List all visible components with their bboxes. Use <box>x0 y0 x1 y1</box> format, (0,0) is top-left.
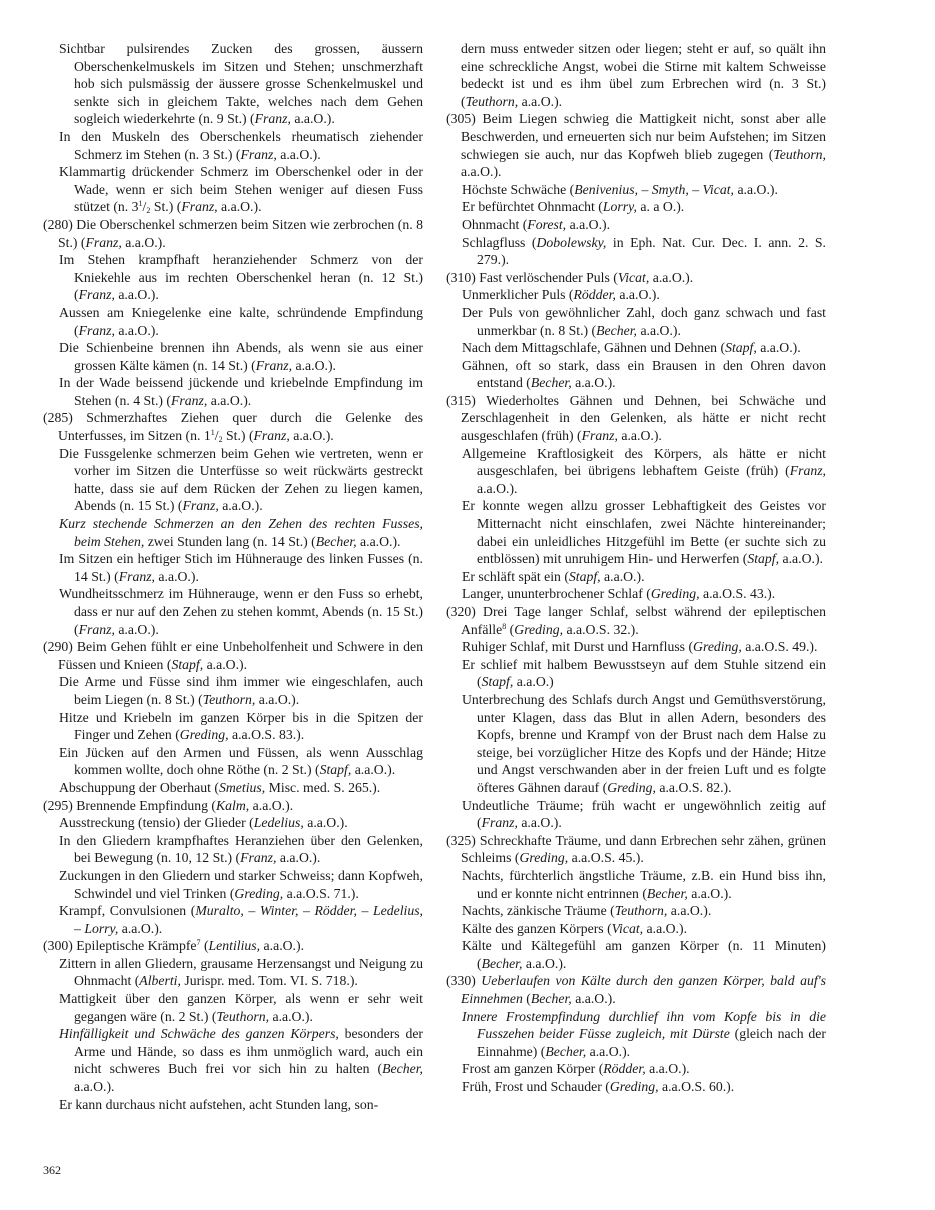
symptom-entry <box>446 656 826 691</box>
symptom-entry <box>43 744 423 779</box>
entry-number: (315) <box>446 392 487 408</box>
symptom-entry <box>43 445 423 515</box>
source-author: Becher, <box>382 1061 423 1077</box>
symptom-entry <box>446 797 826 832</box>
symptom-entry <box>446 40 826 110</box>
entry-text: In den Gliedern krampfhaftes Heranziehen über den Gelenken, bei Bewegung (n. 10, 12 St.) ( <box>59 832 423 866</box>
source-author: Franz, <box>85 234 122 250</box>
entry-text: Er konnte wegen allzu grosser Lebhaftigkeit des Geistes vor Mitternacht nicht einschlafen, zwei Nächte hintereinander; dabei ein unleidliches Hitzgefühl im Bette (er suchte sich zu entblössen) mit unruhigem Hin- und Herwerfen ( <box>462 498 826 567</box>
entry-text: Im Sitzen ein heftiger Stich im Hühnerauge des linken Fusses (n. 14 St.) ( <box>59 551 423 584</box>
source-ref: a.a.O.). <box>203 656 248 672</box>
source-ref: a.a.O.S. 60.). <box>658 1079 735 1095</box>
entry-text: Drei Tage langer Schlaf, selbst während der epileptischen Anfälle <box>461 604 826 637</box>
entry-number: (295) <box>43 797 77 813</box>
source-ref: a.a.O.). <box>643 920 688 936</box>
source-author: Teuthorn, <box>202 691 256 707</box>
source-author: Franz, <box>171 392 208 408</box>
source-author: Vicat, <box>611 920 644 936</box>
entry-text: Nachts, fürchterlich ängstliche Träume, z.B. ein Hund biss ihn, und er konnte nicht entrinnen ( <box>462 867 826 901</box>
symptom-entry <box>43 937 423 955</box>
symptom-entry <box>43 867 423 902</box>
entry-text: Er befürchtet Ohnmacht ( <box>462 199 603 215</box>
entry-text: Ohnmacht ( <box>462 216 528 232</box>
fraction-numerator: 1 <box>138 199 143 209</box>
source-ref: a.a.O.). <box>571 991 616 1007</box>
source-author: Stapf, <box>725 340 757 356</box>
source-ref: a.a.O.). <box>290 111 335 127</box>
source-ref: a.a.O.S. 45.). <box>568 850 644 866</box>
source-ref: a.a.O.). <box>249 797 294 813</box>
source-ref: a.a.O.). <box>566 216 611 232</box>
source-ref: a.a.O.). <box>351 762 396 778</box>
entry-text: In der Wade beissend jückende und kriebelnde Empfindung im Stehen (n. 4 St.) ( <box>59 375 423 408</box>
source-ref: Misc. med. S. 265.). <box>265 779 381 795</box>
symptom-entry <box>446 269 826 287</box>
entry-text: Langer, ununterbrochener Schlaf ( <box>462 586 651 602</box>
entry-text: Früh, Frost und Schauder ( <box>462 1079 610 1095</box>
symptom-entry <box>446 902 826 920</box>
source-author: Franz, <box>78 621 115 637</box>
source-author: Greding, <box>650 586 700 602</box>
entry-text: Unterbrechung des Schlafs durch Angst und Gemüthsverstörung, unter Klagen, dass das Blut in allen Adern, besonders des Kopfs, brenne und Krampf von der Brust nach dem Halse zu steige, bei vorzüglicher Hitze des Kopfs und der Hände; Hitze und Angst verschwanden aber in der freien Luft und es folgte öfteres Gähnen darauf ( <box>462 691 826 795</box>
entry-number: (290) <box>43 639 77 655</box>
entry-text: Wundheitsschmerz im Hühnerauge, wenn er den Fuss so erhebt, dass er nur auf den Zehen zu stehen kommt, Abends (n. 15 St.) ( <box>59 586 423 637</box>
entry-number: (310) <box>446 269 480 285</box>
entry-text: Klammartig drückender Schmerz im Oberschenkel oder in der Wade, wenn er sich beim Stehen weniger auf diesen Fuss stützet (n. 3 <box>59 164 423 215</box>
entry-text: Wiederholtes Gähnen und Dehnen, bei Schwäche und Zerschlagenheit in den Gelenken, als hätte er nicht recht ausgeschlafen (früh) ( <box>461 392 826 444</box>
source-ref: a.a.O.). <box>687 885 732 901</box>
source-author: Greding, <box>693 639 742 655</box>
source-author: Teuthorn, <box>614 903 668 919</box>
symptom-entry <box>446 339 826 357</box>
entry-text: Zittern in allen Gliedern, grausame Herzensangst und Neigung zu Ohnmacht ( <box>59 955 423 989</box>
source-author: Franz, <box>789 463 826 479</box>
source-ref: a.a.O.S. 83.). <box>228 727 305 743</box>
source-ref: a.a.O.). <box>649 269 694 285</box>
symptom-entry <box>446 920 826 938</box>
symptom-entry <box>446 1078 826 1096</box>
symptom-entry <box>43 304 423 339</box>
source-ref: a.a.O.S. 71.). <box>283 885 359 901</box>
entry-number: (280) <box>43 216 77 232</box>
symptom-entry <box>43 990 423 1025</box>
fraction-denominator: 2 <box>146 206 151 216</box>
source-author: Greding, <box>179 727 229 743</box>
source-author: Greding, <box>234 885 284 901</box>
source-author: Franz, <box>240 850 277 866</box>
source-author: Ledelius, <box>253 815 304 831</box>
symptom-entry <box>446 286 826 304</box>
source-ref: a.a.O.). <box>289 428 334 444</box>
entry-text: Die Fussgelenke schmerzen beim Gehen wie vertreten, wenn er vorher im Sitzen die Unterfüsse so weit rückwärts gestreckt hatte, dass sie auf dem Rücken der Zehen zu liegen kamen, Abends (n. 15 St.) ( <box>59 445 423 514</box>
symptom-entry <box>43 550 423 585</box>
source-ref: a.a.O.). <box>645 1061 690 1077</box>
entry-number: (285) <box>43 410 87 426</box>
symptom-entry <box>446 585 826 603</box>
symptom-entry <box>446 638 826 656</box>
symptom-entry <box>446 603 826 638</box>
entry-text: Die Oberschenkel schmerzen beim Sitzen wie zerbrochen (n. 8 St.) ( <box>58 216 423 250</box>
source-author: Kalm, <box>216 797 250 813</box>
source-ref: a.a.O.). <box>276 850 321 866</box>
entry-text: Frost am ganzen Körper ( <box>462 1061 604 1077</box>
symptom-entry <box>43 638 423 673</box>
entry-text: Der Puls von gewöhnlicher Zahl, doch ganz schwach und fast unmerkbar (n. 8 St.) ( <box>462 304 826 338</box>
entry-text: Nachts, zänkische Träume ( <box>462 903 615 919</box>
source-author: Franz, <box>581 428 618 444</box>
source-ref: a.a.O.). <box>118 920 163 936</box>
page-number: 362 <box>43 1163 61 1177</box>
source-author: Franz, <box>481 815 518 831</box>
entry-number: (320) <box>446 604 484 619</box>
symptom-entry <box>446 867 826 902</box>
source-author: Stapf, <box>568 568 601 584</box>
source-author: Stapf, <box>171 656 204 672</box>
symptom-entry <box>43 1025 423 1095</box>
symptom-entry <box>43 515 423 550</box>
source-ref: a.a.O.). <box>276 146 321 162</box>
symptom-entry <box>446 497 826 567</box>
entry-text: Fast verlöschender Puls ( <box>479 269 618 285</box>
symptom-entry <box>43 673 423 708</box>
symptom-entry <box>446 392 826 445</box>
symptom-entry <box>446 691 826 797</box>
entry-text: Allgemeine Kraftlosigkeit des Körpers, als hätte er nicht ausgeschlafen, bei übrigens lebhaftem Geiste (früh) ( <box>462 445 826 479</box>
source-author: Rödder, <box>573 287 616 303</box>
symptom-entry <box>446 568 826 586</box>
source-ref: a.a.O.). <box>517 815 562 831</box>
symptom-entry <box>446 110 826 180</box>
source-author: Teuthorn, <box>773 146 826 162</box>
symptom-entry <box>446 198 826 216</box>
entry-text: In den Muskeln des Oberschenkels rheumatisch ziehender Schmerz im Stehen (n. 3 St.) ( <box>59 128 423 162</box>
source-ref: a.a.O.). <box>217 199 262 215</box>
source-ref: a.a.O.). <box>518 93 563 109</box>
entry-number: (305) <box>446 111 483 127</box>
symptom-entry <box>43 128 423 163</box>
symptom-entry <box>43 902 423 937</box>
source-author: Lentilius, <box>208 938 261 954</box>
source-ref: a.a.O.). <box>74 1079 115 1095</box>
source-author: Stapf, <box>481 674 514 690</box>
source-ref: a.a.O.). <box>114 322 159 338</box>
symptom-entry <box>43 955 423 990</box>
source-ref: a.a.O.) <box>513 674 554 690</box>
source-author: Becher, <box>315 533 357 549</box>
symptom-entry <box>43 251 423 304</box>
entry-text: Nach dem Mittagschlafe, Gähnen und Dehnen ( <box>462 340 726 356</box>
entry-text: Im Stehen krampfhaft heranziehender Schmerz von der Kniekehle aus im rechten Oberschenkel heran (n. 12 St.) ( <box>59 252 423 303</box>
source-ref: a.a.O.). <box>586 1043 631 1059</box>
source-author: Franz, <box>240 146 277 162</box>
entry-text: Er kann durchaus nicht aufstehen, acht Stunden lang, son- <box>59 1096 379 1112</box>
source-ref: a.a.O.). <box>600 568 645 584</box>
source-author: Franz, <box>254 111 291 127</box>
source-author: Benivenius, – Smyth, – Vicat, <box>574 181 734 197</box>
right-column <box>446 40 826 1096</box>
symptom-entry: Klammartig drückender Schmerz im Oberschenkel oder in der Wade, wenn er sich beim Stehen weniger auf diesen Fuss stützet (n. $3^1/_2$ St.) (Franz, a.a.O.). <box>59 164 423 216</box>
source-author: Lorry, <box>602 199 637 215</box>
source-ref: a.a.O.). <box>779 551 823 567</box>
symptom-entry <box>43 779 423 797</box>
source-ref: a.a.O.). <box>756 340 801 356</box>
source-author: Franz, <box>255 357 293 373</box>
source-author: Vicat, <box>617 269 650 285</box>
source-ref: a.a.O.). <box>667 903 712 919</box>
entry-text: Undeutliche Träume; früh wacht er ungewöhnlich zeitig auf ( <box>462 797 826 831</box>
source-author: Franz, <box>78 322 115 338</box>
source-ref: a.a.O.). <box>571 375 616 391</box>
entry-number: (325) <box>446 832 480 848</box>
symptom-entry <box>446 1060 826 1078</box>
italic-text: Hinfälligkeit und Schwäche des ganzen Körpers, <box>59 1026 339 1042</box>
left-column <box>43 40 423 1113</box>
footnote-marker: 8 <box>502 621 507 631</box>
source-author: Forest, <box>527 216 567 232</box>
entry-text: Gähnen, oft so stark, dass ein Brausen in den Ohren davon entstand ( <box>462 357 826 391</box>
source-author: Becher, <box>530 375 572 391</box>
source-ref: a.a.O.). <box>114 621 159 637</box>
source-ref: a.a.O.). <box>255 691 300 707</box>
source-ref: a.a.O.). <box>121 234 166 250</box>
entry-text: Hitze und Kriebeln im ganzen Körper bis in die Spitzen der Finger und Zehen ( <box>59 709 423 743</box>
source-author: Franz, <box>182 498 219 514</box>
symptom-entry <box>43 814 423 832</box>
source-ref: a.a.O.). <box>615 287 660 303</box>
symptom-entry <box>43 374 423 409</box>
symptom-entry <box>43 709 423 744</box>
italic-text: Kurz stechende Schmerzen an den Zehen des rechten Fusses, beim Stehen, <box>59 516 423 549</box>
symptom-entry <box>43 216 423 251</box>
source-author: Smetius, <box>219 779 266 795</box>
entry-text: Er schläft spät ein ( <box>462 568 569 584</box>
entry-text: Brennende Empfindung ( <box>76 797 216 813</box>
entry-text: Aussen am Kniegelenke eine kalte, schründende Empfindung ( <box>59 304 423 338</box>
entry-text: Die Schienbeine brennen ihn Abends, als wenn sie aus einer grossen Kälte kämen (n. 14 St.) ( <box>59 340 423 373</box>
symptom-entry <box>446 181 826 199</box>
source-author: Alberti, <box>139 973 181 989</box>
source-ref: a.a.O.). <box>461 164 502 180</box>
source-ref: a.a.O.). <box>207 392 252 408</box>
entry-text: Ein Jücken auf den Armen und Füssen, als wenn Ausschlag kommen wollte, doch ohne Röthe (n. 2 St.) ( <box>59 744 423 778</box>
entry-text: Ausstreckung (tensio) der Glieder ( <box>59 815 254 831</box>
entry-text: Die Arme und Füsse sind ihm immer wie eingeschlafen, auch beim Liegen (n. 8 St.) ( <box>59 674 423 707</box>
entry-text: Kälte des ganzen Körpers ( <box>462 920 612 936</box>
symptom-entry <box>43 40 423 128</box>
symptom-entry <box>446 972 826 1007</box>
entry-text: Zuckungen in den Gliedern und starker Schweiss; dann Kopfweh, Schwindel und viel Trinken ( <box>59 867 423 901</box>
entry-text: Mattigkeit über den ganzen Körper, als wenn er sehr weit gegangen wäre (n. 2 St.) ( <box>59 991 423 1024</box>
entry-text: Schlagfluss ( <box>462 234 537 250</box>
symptom-entry <box>446 937 826 972</box>
entry-text: Höchste Schwäche ( <box>462 181 575 197</box>
entry-text: Schreckhafte Träume, und dann Erbrechen sehr zähen, grünen Schleims ( <box>461 832 826 866</box>
entry-text: Schmerzhaftes Ziehen quer durch die Gelenke des Unterfusses, im Sitzen (n. 1 <box>58 410 423 444</box>
source-ref: a.a.O.). <box>734 181 778 197</box>
source-ref: a.a.O.). <box>260 938 305 954</box>
entry-text: zwei Stunden lang (n. 14 St.) ( <box>144 533 316 549</box>
symptom-entry <box>446 445 826 498</box>
entry-number: (300) <box>43 938 77 954</box>
source-ref: a.a.O.). <box>477 480 518 496</box>
fraction-denominator: 2 <box>218 435 223 445</box>
symptom-entry <box>446 1008 826 1061</box>
source-author: Teuthorn, <box>216 1008 270 1024</box>
source-author: Franz, <box>253 428 290 444</box>
entry-text: dern muss entweder sitzen oder liegen; steht er auf, so quält ihn eine schreckliche Angst, wobei die Stirne mit kaltem Schweisse bedeckt ist und es ihm übel zum Erbrechen wird (n. 3 St.) ( <box>461 41 826 109</box>
entry-text: ( <box>522 991 531 1007</box>
source-author: Becher, <box>545 1043 587 1059</box>
source-author: Franz, <box>118 568 155 584</box>
footnote-marker: 7 <box>196 938 201 948</box>
entry-text: ( <box>506 621 515 637</box>
entry-text: Beim Gehen fühlt er eine Unbeholfenheit und Schwere in den Füssen und Knieen ( <box>58 639 423 672</box>
source-author: Muralto, – Winter, – Rödder, – Ledelius, – Lorry, <box>74 903 423 936</box>
entry-text: Ruhiger Schlaf, mit Durst und Harnfluss ( <box>462 639 694 655</box>
symptom-entry <box>446 216 826 234</box>
entry-text: Abschuppung der Oberhaut ( <box>59 779 219 795</box>
entry-number: (330) <box>446 973 482 989</box>
entry-text: Kälte und Kältegefühl am ganzen Körper (n. 11 Minuten) ( <box>462 938 826 971</box>
source-author: Teuthorn, <box>465 93 519 109</box>
source-author: Becher, <box>481 955 523 971</box>
entry-text: Er schlief mit halbem Bewusstseyn auf dem Stuhle sitzend ein ( <box>462 656 826 690</box>
source-author: Greding, <box>609 1079 659 1095</box>
source-ref: a. a O.). <box>636 199 685 215</box>
source-ref: a.a.O.). <box>356 533 401 549</box>
source-ref: a.a.O.). <box>303 815 348 831</box>
italic-text: Ueberlaufen von Kälte durch den ganzen Körper, bald auf's Einnehmen <box>461 973 826 1007</box>
symptom-entry <box>43 339 423 374</box>
source-author: Greding, <box>519 850 569 866</box>
symptom-entry <box>43 1096 423 1114</box>
entry-text: Krampf, Convulsionen ( <box>59 903 196 919</box>
source-ref: a.a.O.). <box>292 357 336 373</box>
source-ref: Jurispr. med. Tom. VI. S. 718.). <box>180 973 358 989</box>
source-ref: a.a.O.). <box>522 955 567 971</box>
source-author: Rödder, <box>603 1061 646 1077</box>
symptom-entry <box>446 357 826 392</box>
source-ref: a.a.O.). <box>269 1008 313 1024</box>
source-author: Becher, <box>530 991 572 1007</box>
entry-text: Sichtbar pulsirendes Zucken des grossen, äussern Oberschenkelmuskels im Sitzen und Stehen; unschmerzhaft hob sich pulsmässig der äussere grosse Schenkelmuskel und senkte sich in gleichem Takte, welches nach dem Gehen sogleich wiederkehrte (n. 9 St.) ( <box>59 41 423 127</box>
entry-text: besonders der Arme und Hände, so dass es ihm unmöglich ward, auch ein nicht schweres Buch frei vor sich hin zu halten ( <box>74 1026 424 1077</box>
source-ref: a.a.O.). <box>114 287 159 303</box>
symptom-entry <box>446 832 826 867</box>
source-ref: a.a.O.). <box>617 428 662 444</box>
source-author: Becher, <box>596 322 637 338</box>
source-ref: a.a.O.). <box>637 322 681 338</box>
source-ref: a.a.O.S. 32.). <box>563 621 639 637</box>
entry-text: Unmerklicher Puls ( <box>462 287 574 303</box>
source-author: Greding, <box>514 621 564 637</box>
source-ref: a.a.O.). <box>218 498 263 514</box>
entry-text: Beim Liegen schwieg die Mattigkeit nicht, sonst aber alle Beschwerden, und erneuerten sich nur beim Aufstehen; im Sitzen schwiegen sie auch, nur das Kopfweh blieb zugegen ( <box>461 111 826 162</box>
italic-text: Innere Frostempfindung durchlief ihn vom Kopfe bis in die Fusszehen beider Füsse zugleich, mit Dürste <box>462 1008 826 1042</box>
source-author: Franz, <box>181 199 218 215</box>
entry-text: (gleich nach der Einnahme) ( <box>477 1026 826 1059</box>
source-ref: a.a.O.S. 49.). <box>741 639 818 655</box>
fraction-numerator: 1 <box>210 428 215 438</box>
source-author: Stapf, <box>319 762 352 778</box>
symptom-entry <box>43 797 423 815</box>
symptom-entry <box>43 832 423 867</box>
source-author: Becher, <box>646 885 688 901</box>
source-author: Greding, <box>607 779 656 795</box>
source-author: Dobolewsky, <box>536 234 607 250</box>
symptom-entry <box>43 585 423 638</box>
symptom-entry <box>446 234 826 269</box>
symptom-entry: (285) Schmerzhaftes Ziehen quer durch die Gelenke des Unterfusses, im Sitzen (n. $1^1/_2$ St.) (Franz, a.a.O.). <box>43 410 423 445</box>
source-ref: a.a.O.S. 82.). <box>655 779 732 795</box>
source-ref: a.a.O.). <box>154 568 199 584</box>
symptom-entry <box>446 304 826 339</box>
source-author: Franz, <box>78 287 115 303</box>
entry-text: ( <box>200 938 209 954</box>
source-ref: in Eph. Nat. Cur. Dec. I. ann. 2. S. 279.). <box>477 234 826 268</box>
source-ref: a.a.O.S. 43.). <box>699 586 776 602</box>
source-author: Stapf, <box>747 551 780 567</box>
entry-text: Epileptische Krämpfe <box>76 938 197 954</box>
